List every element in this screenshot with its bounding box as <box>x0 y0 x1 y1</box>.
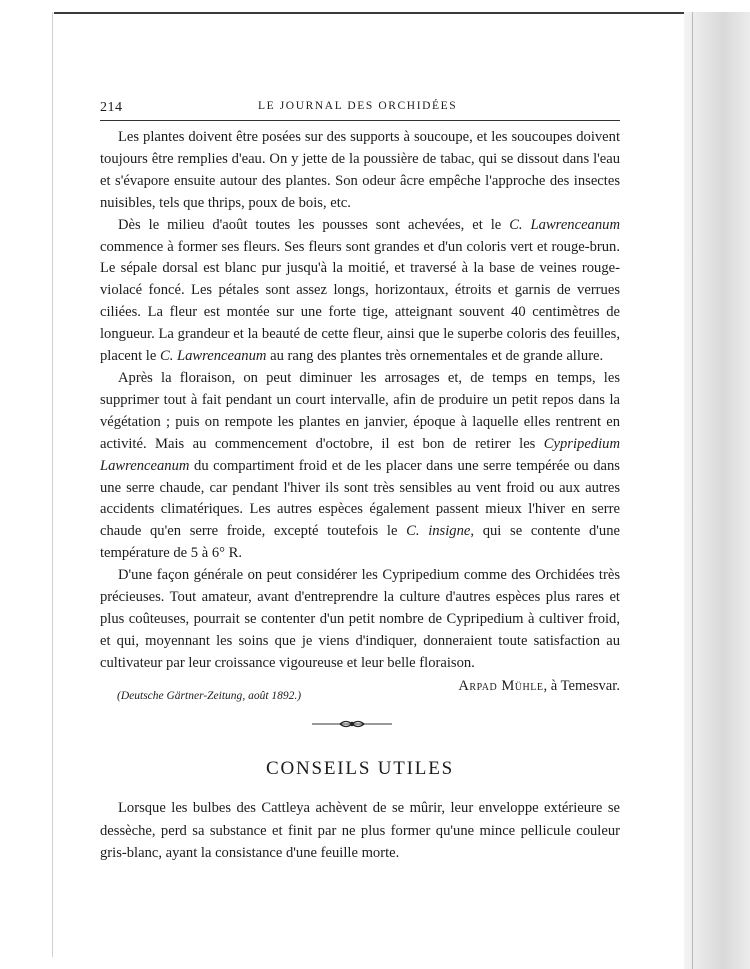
journal-title: LE JOURNAL DES ORCHIDÉES <box>258 100 458 112</box>
species-name: C. Lawrenceanum <box>159 348 267 365</box>
paragraph-flowering <box>100 368 620 565</box>
page-left-edge <box>52 12 53 957</box>
author-place: , à Temesvar. <box>543 677 620 694</box>
species-name: C. Lawrenceanum <box>509 216 620 233</box>
source-open: ( <box>117 690 121 702</box>
section-ornament-divider <box>312 716 392 732</box>
source-close: ) <box>297 690 302 702</box>
text-run: au rang des plantes très ornementales et de grande allure. <box>266 348 604 365</box>
article-body <box>100 127 620 698</box>
text-run: , qui se contente d'une température de 5 à 6° R. <box>100 523 621 562</box>
header-rule <box>100 120 620 121</box>
section-title: CONSEILS UTILES <box>266 758 454 779</box>
book-gutter-line <box>692 12 693 969</box>
paragraph-supports: Les plantes doivent être posées sur des supports à soucoupe, et les soucoupes doivent toujours être remplies d'eau. On y jette de la poussière de tabac, qui se dissout dans l'eau et s'évapore ensuite autour des plantes. Son odeur âcre empêche l'approche des insectes nuisibles, tels que thrips, poux de bois, etc. <box>100 129 620 211</box>
paragraph-general: D'une façon générale on peut considérer les Cypripedium comme des Orchidées très précieuses. Tout amateur, avant d'entreprendre la culture d'autres espèces plus rares et plus coûteuses, pourrait se contenter d'un petit nombre de Cypripedium à cultiver froid, et qui, moyennant les soins que je viens d'indiquer, donneraient toute satisfaction au cultivateur par leur croissance vigoureuse et leur belle floraison. <box>100 567 620 671</box>
page-top-edge <box>54 12 696 14</box>
paragraph-cattleya: Lorsque les bulbes des Cattleya achèvent de se mûrir, leur enveloppe extérieure se dessèche, perd sa substance et finit par ne plus former qu'une mince pellicule couleur gris-blanc, ayant la consistance d'une feuille morte. <box>100 800 620 861</box>
text-run: Après la floraison, on peut diminuer les arrosages et, de temps en temps, les supprimer tout à fait pendant un court intervalle, afin de produire un petit repos dans la végétation ; puis on rempote les plantes en janvier, époque à laquelle elles rentrent en activité. Mais au commencement d'octobre, il est bon de retirer les <box>100 369 620 452</box>
species-name: C. insigne <box>406 523 471 540</box>
text-run: du compartiment froid et de les placer dans une serre tempérée ou dans une serre chaude, car pendant l'hiver ils sont très sensibles au vent froid ou aux autres accidents climatériques. Les autres espèces également passent mieux l'hiver en serre chaude qu'en serre froide, excepté toutefois le <box>100 457 620 540</box>
author-name: Arpad Mühle <box>458 677 544 694</box>
book-gutter-shadow <box>684 12 750 969</box>
text-run: Dès le milieu d'août toutes les pousses sont achevées, et le <box>118 216 510 233</box>
page-number: 214 <box>100 100 123 115</box>
source-citation <box>117 690 301 702</box>
paragraph-flowers <box>100 215 620 368</box>
species-name: Cypripedium Lawrenceanum <box>100 435 620 474</box>
running-head <box>100 96 620 118</box>
text-run: commence à former ses fleurs. Ses fleurs sont grandes et d'un coloris vert et rouge-brun. Le sépale dorsal est blanc pur jusqu'à la moitié, et traversé à la base de veines rouge-violacé foncé. Les pétales sont assez longs, horizontaux, étroits et garnis de verrues ciliées. La fleur est montée sur une forte tige, atteignant souvent 40 centimètres de longueur. La grandeur et la beauté de cette fleur, ainsi que le superbe coloris des feuilles, placent le <box>100 238 620 365</box>
source-publication: Deutsche Gärtner-Zeitung <box>120 690 243 702</box>
section-body <box>100 797 620 865</box>
source-date: , août 1892. <box>242 690 298 702</box>
